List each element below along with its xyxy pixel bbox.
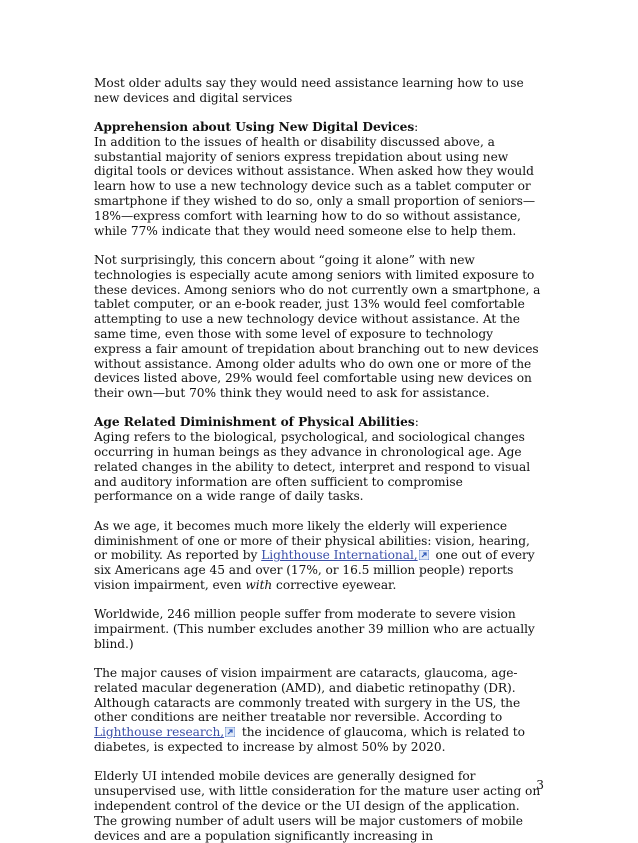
worldwide-paragraph: Worldwide, 246 million people suffer from moderate to severe vision impairment. (This number excludes another 39 million who are actually blind.): [94, 607, 535, 651]
going-alone-paragraph: Not surprisingly, this concern about “going it alone” with new technologies is especially acute among seniors with limited exposure to these devices. Among seniors who do not currently own a smartphone, a tablet computer, or an e-book reader, just 13% would feel comfortable attempting to use a new technology device without assistance. At the same time, even those with some level of exposure to technology express a fair amount of trepidation about branching out to new devices without assistance. Among older adults who do own one or more of the devices listed above, 29% would feel comfortable using new devices on their own—but 70% think they would need to ask for assistance.: [94, 252, 541, 401]
aging-paragraph: Aging refers to the biological, psychological, and sociological changes occurring in human beings as they advance in chronological age. Age related changes in the ability to detect, interpret and respond to visual and auditory information are often sufficient to compromise performance on a wide range of daily tasks.: [94, 430, 531, 504]
vision-paragraph: [94, 519, 542, 593]
text-run: As we age, it becomes much more likely the elderly will experience diminishment of one or more of their physical abilities: vision, hearing, or mobility. As reported by: [94, 518, 530, 563]
intro-paragraph: Most older adults say they would need assistance learning how to use new devices and digital services: [94, 76, 524, 105]
text-run: The major causes of vision impairment are cataracts, glaucoma, age-related macular degeneration (AMD), and diabetic retinopathy (DR). Although cataracts are commonly treated with surgery in the US, the other conditions are neither treatable nor reversible. According to: [94, 666, 521, 725]
elderly-ui-paragraph: Elderly UI intended mobile devices are generally designed for unsupervised use, with little consideration for the mature user acting on independent control of the device or the UI design of the application. The growing number of adult users will be major customers of mobile devices and are a population significantly increasing in: [94, 769, 541, 843]
section-heading-physical-abilities: Age Related Diminishment of Physical Abilities: [94, 415, 415, 430]
physical-abilities-section: [94, 415, 542, 504]
external-link-icon[interactable]: [225, 727, 235, 737]
heading-colon: :: [414, 415, 419, 430]
causes-paragraph: [94, 666, 542, 755]
lighthouse-research-link[interactable]: Lighthouse research,: [94, 725, 225, 740]
apprehension-section: [94, 120, 542, 238]
page-number: 3: [536, 778, 544, 792]
emphasis-with: with: [245, 577, 273, 592]
lighthouse-international-link[interactable]: Lighthouse International,: [261, 548, 418, 563]
text-run: one out of every six Americans age 45 and over (17%, or 16.5 million people) reports vision impairment, even: [94, 548, 535, 592]
apprehension-paragraph: In addition to the issues of health or disability discussed above, a substantial majority of seniors express trepidation about using new digital tools or devices without assistance. When asked how they would learn how to use a new technology device such as a tablet computer or smartphone if they wished to do so, only a small proportion of seniors—18%—express comfort with learning how to do so without assistance, while 77% indicate that they would need someone else to help them.: [94, 134, 536, 238]
text-run: the incidence of glaucoma, which is related to diabetes, is expected to increase by almost 50% by 2020.: [94, 725, 525, 755]
heading-colon: :: [414, 120, 419, 135]
external-link-icon[interactable]: [419, 550, 429, 560]
section-heading-apprehension: Apprehension about Using New Digital Devices: [94, 120, 415, 135]
text-run: corrective eyewear.: [272, 577, 397, 592]
